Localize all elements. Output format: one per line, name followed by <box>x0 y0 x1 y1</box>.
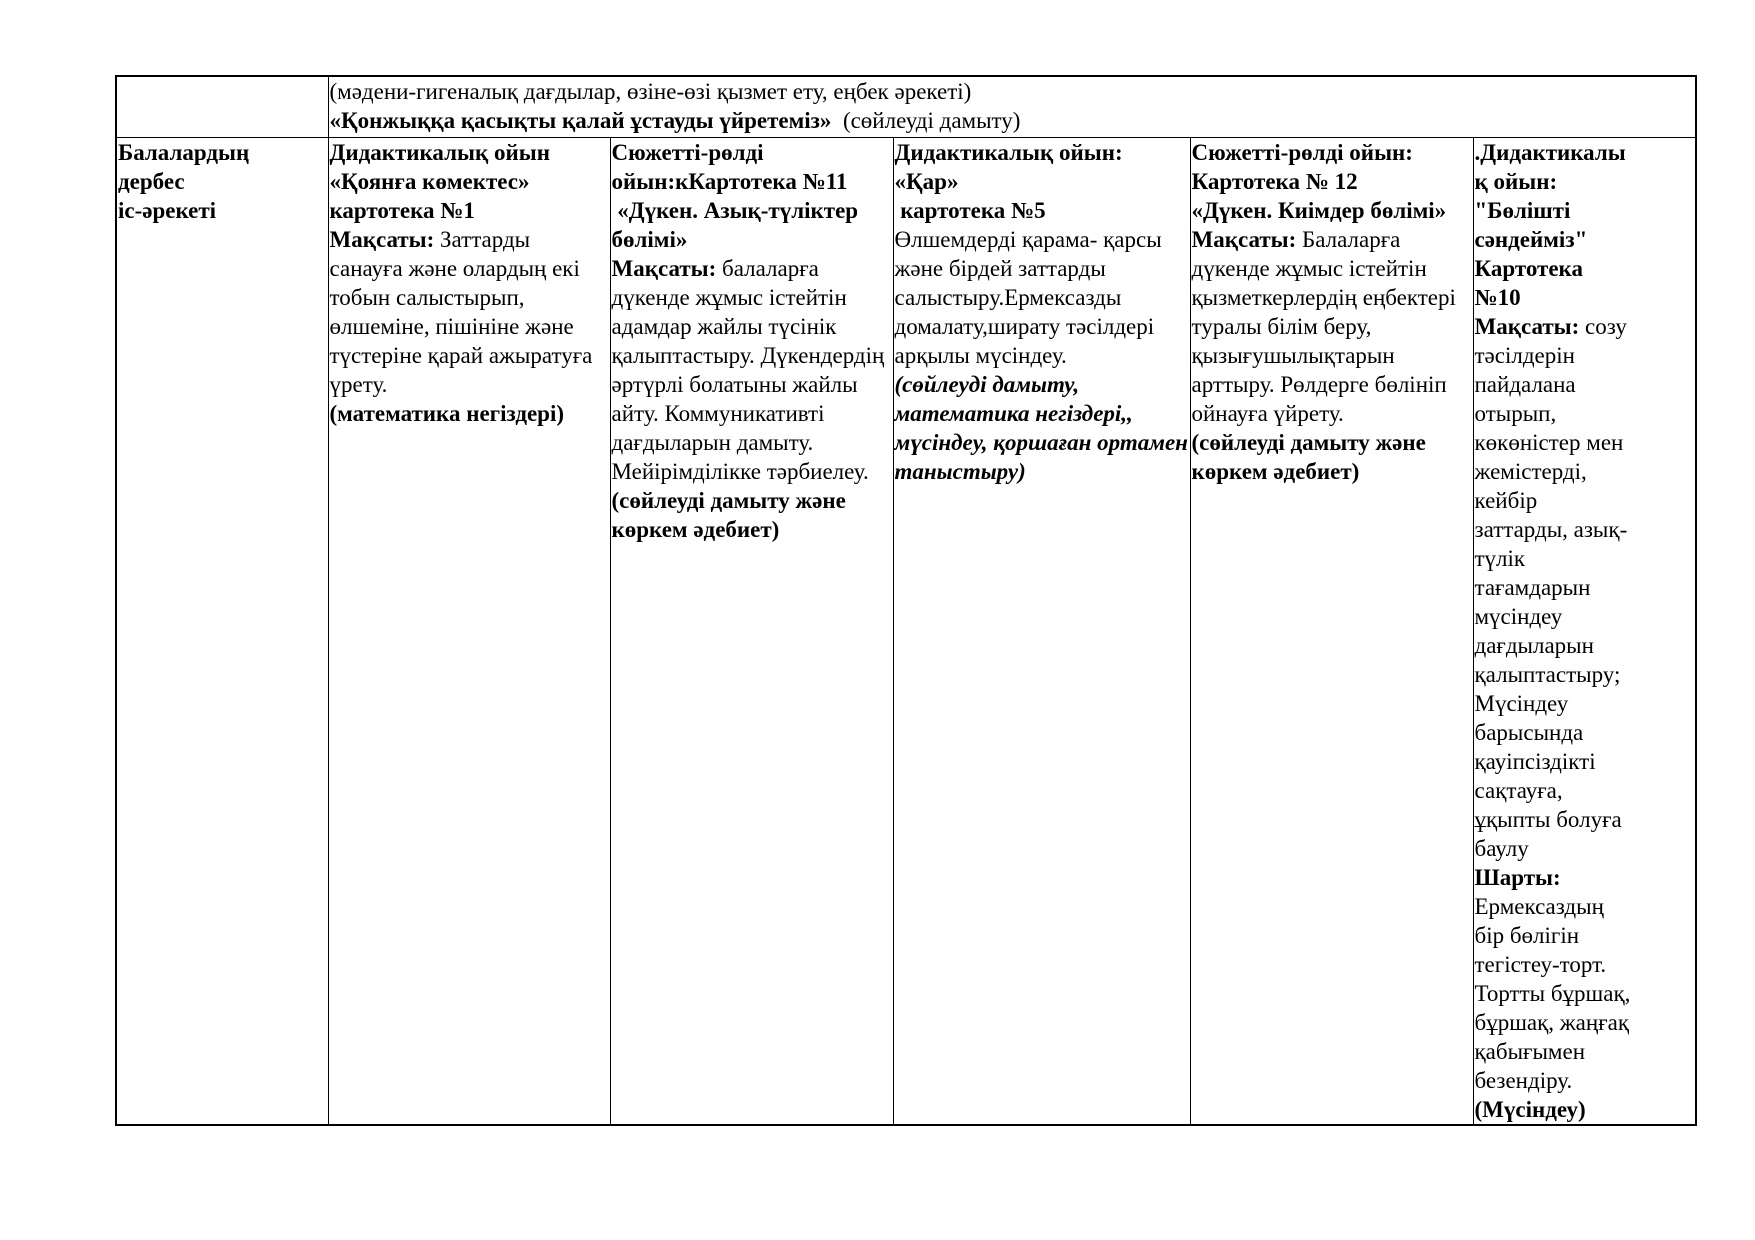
subject-tag: (сөйлеуді дамыту және көркем әдебиет) <box>611 488 846 542</box>
game-title-line: Сюжетті-рөлді ойын: <box>1191 140 1413 165</box>
activity-tag: (сөйлеуді дамыту) <box>842 108 1021 133</box>
condition-label: Шарты: <box>1474 865 1561 890</box>
game-title-line: бөлімі» <box>611 227 688 252</box>
game-title-line: Картотека № 12 <box>1191 169 1358 194</box>
goal-text: Заттарды санауға және олардың екі тобын салыстырып, өлшеміне, пішініне және түстеріне қарай ажыратуға үрету. <box>329 227 593 397</box>
goal-text-line: қалыптастыру; <box>1474 662 1621 687</box>
table-row <box>116 138 1696 1126</box>
goal-text-line: отырып, <box>1474 401 1557 426</box>
row-label-line: іс-әрекеті <box>118 198 217 223</box>
goal-text-line: мүсіндеу <box>1474 604 1563 629</box>
goal-label: Мақсаты: <box>611 256 717 281</box>
activity-title: «Қонжыққа қасықты қалай ұстауды үйретеміз» <box>329 108 832 133</box>
goal-text-line: кейбір <box>1474 488 1538 513</box>
goal-text-line: тәсілдерін <box>1474 343 1575 368</box>
goal-label: Мақсаты: <box>1474 314 1580 339</box>
lesson-plan-table <box>115 75 1697 1126</box>
goal-label: Мақсаты: <box>329 227 435 252</box>
activity-header-cell <box>328 76 1696 138</box>
game-title-line: Сюжетті-рөлді <box>611 140 764 165</box>
goal-label: Мақсаты: <box>1191 227 1297 252</box>
goal-text-line: ұқыпты болуға <box>1474 807 1622 832</box>
game-title-line: Дидактикалық ойын <box>329 140 550 165</box>
empty-cell <box>116 76 328 138</box>
game-cell-5 <box>1473 138 1696 1126</box>
game-title-line: қ ойын: <box>1474 169 1558 194</box>
game-title-line: «Қоянға көмектес» <box>329 169 530 194</box>
condition-text-line: бір бөлігін <box>1474 923 1580 948</box>
game-title-line: картотека №1 <box>329 198 475 223</box>
activity-types-text: (мәдени-гигеналық дағдылар, өзіне-өзі қызмет ету, еңбек әрекеті) <box>329 79 972 104</box>
row-label-line: дербес <box>118 169 185 194</box>
condition-text-line: безендіру. <box>1474 1068 1573 1093</box>
game-title-line: №10 <box>1474 285 1521 310</box>
condition-text-line: бұршақ, жаңғақ <box>1474 1010 1630 1035</box>
condition-text-line: тегістеу-торт. <box>1474 952 1607 977</box>
condition-text-line: Ермексаздың <box>1474 894 1604 919</box>
game-title-line: «Дүкен. Киімдер бөлімі» <box>1191 198 1447 223</box>
game-title-line: сәндейміз" <box>1474 227 1588 252</box>
game-title-line: «Дүкен. Азық-түліктер <box>611 198 859 223</box>
goal-text-line: пайдалана <box>1474 372 1576 397</box>
game-title-line: Картотека <box>1474 256 1583 281</box>
goal-text-line: заттарды, азық- <box>1474 517 1628 542</box>
goal-text-line: қауіпсіздікті <box>1474 749 1596 774</box>
game-title-line: картотека №5 <box>894 198 1046 223</box>
table-row <box>116 76 1696 138</box>
game-title-line: .Дидактикалы <box>1474 140 1626 165</box>
game-cell-4 <box>1190 138 1473 1126</box>
goal-text-line: созу <box>1585 314 1627 339</box>
game-title-line: Дидактикалық ойын: <box>894 140 1123 165</box>
game-title-line: ойын:кКартотека №11 <box>611 169 848 194</box>
game-title-line: «Қар» <box>894 169 959 194</box>
goal-text: Өлшемдерді қарама- қарсы және бірдей заттарды салыстыру.Ермексазды домалату,ширату тәсілдері арқылы мүсіндеу. <box>894 227 1162 368</box>
goal-text: Балаларға дүкенде жұмыс істейтін қызметкерлердің еңбектері туралы білім беру, қызығушылықтарын арттыру. Рөлдерге бөлініп ойнауға үйрету. <box>1191 227 1456 426</box>
game-cell-1 <box>328 138 610 1126</box>
goal-text-line: көкөністер мен <box>1474 430 1624 455</box>
row-label-cell <box>116 138 328 1126</box>
row-label-line: Балалардың <box>118 140 250 165</box>
condition-text-line: қабығымен <box>1474 1039 1585 1064</box>
condition-text-line: Тортты бұршақ, <box>1474 981 1631 1006</box>
goal-text-line: барысында <box>1474 720 1584 745</box>
game-cell-2 <box>610 138 893 1126</box>
subject-tag: (математика негіздері) <box>329 401 565 426</box>
goal-text-line: жемістерді, <box>1474 459 1587 484</box>
goal-text-line: дағдыларын <box>1474 633 1594 658</box>
game-title-line: "Бөлішті <box>1474 198 1571 223</box>
goal-text-line: Мүсіндеу <box>1474 691 1569 716</box>
goal-text-line: түлік <box>1474 546 1526 571</box>
goal-text-line: тағамдарын <box>1474 575 1591 600</box>
goal-text-line: сақтауға, <box>1474 778 1563 803</box>
goal-text: балаларға дүкенде жұмыс істейтін адамдар жайлы түсінік қалыптастыру. Дүкендердің әртүрлі болатыны жайлы айту. Коммуникативті дағдыларын дамыту. Мейірімділікке тәрбиелеу. <box>611 256 885 484</box>
game-cell-3 <box>893 138 1190 1126</box>
subject-tag: (сөйлеуді дамыту және көркем әдебиет) <box>1191 430 1426 484</box>
goal-text-line: баулу <box>1474 836 1529 861</box>
subject-tag: (сөйлеуді дамыту, математика негіздері,, мүсіндеу, қоршаған ортамен таныстыру) <box>894 372 1188 484</box>
subject-tag: (Мүсіндеу) <box>1474 1097 1586 1122</box>
